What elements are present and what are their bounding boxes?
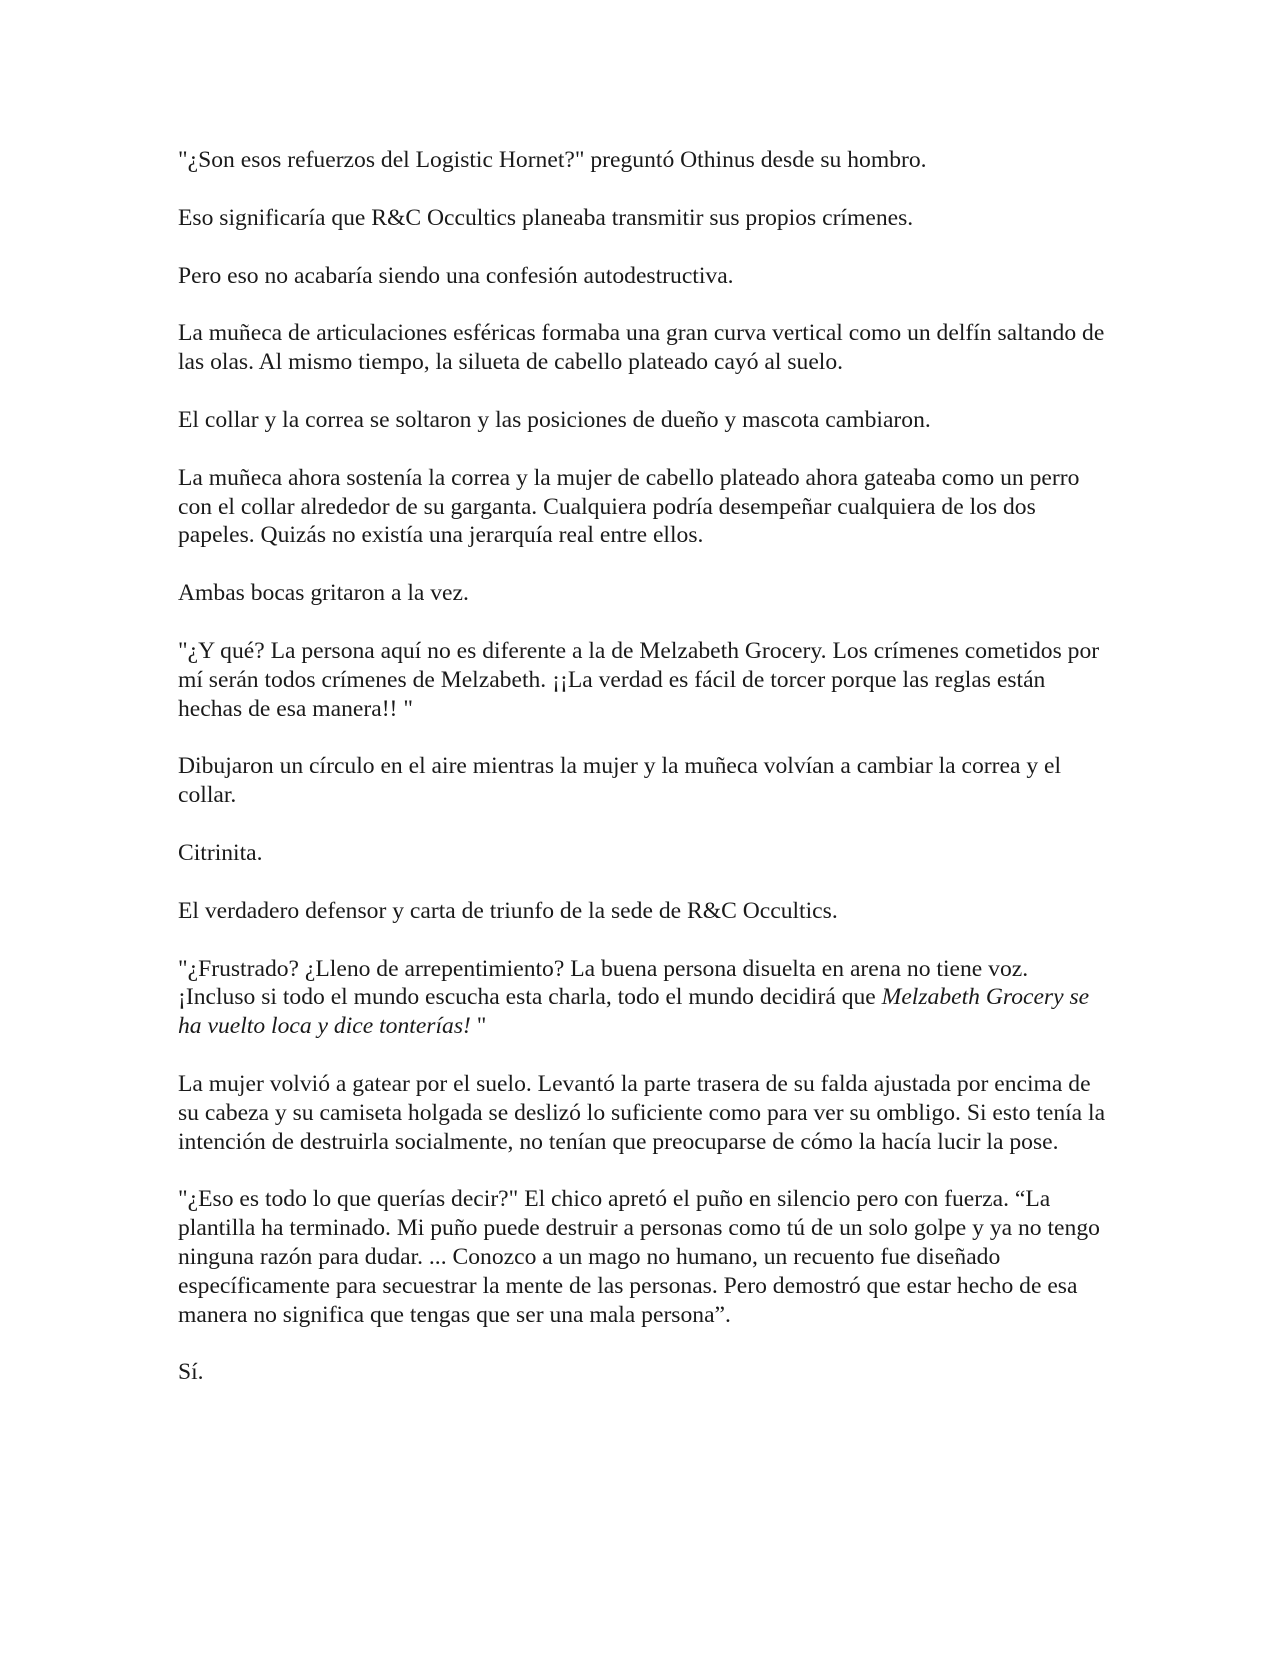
paragraph: El verdadero defensor y carta de triunfo de la sede de R&C Occultics. [178, 897, 838, 924]
paragraph: El collar y la correa se soltaron y las posiciones de dueño y mascota cambiaron. [178, 406, 931, 433]
paragraph: La mujer volvió a gatear por el suelo. Levantó la parte trasera de su falda ajustada por encima de su cabeza y su camiseta holgada se deslizó lo suficiente como para ver su ombligo. Si esto tenía la intención de destruirla socialmente, no tenían que preocuparse de cómo la hacía lucir la pose. [178, 1070, 1106, 1155]
paragraph: "¿Son esos refuerzos del Logistic Hornet?" preguntó Othinus desde su hombro. [178, 147, 927, 173]
paragraph: "¿Eso es todo lo que querías decir?" El chico apretó el puño en silencio pero con fuerza. “La plantilla ha terminado. Mi puño puede destruir a personas como tú de un solo golpe y ya no tengo ninguna razón para dudar. ... Conozco a un mago no humano, un recuento fue diseñado específicamente para secuestrar la mente de las personas. Pero demostró que estar hecho de esa manera no significa que tengas que ser una mala persona”. [178, 1186, 1100, 1328]
quote-italic: Melzabeth Grocery se ha vuelto loca y dice tonterías! [178, 984, 1090, 1040]
paragraph: Eso significaría que R&C Occultics planeaba transmitir sus propios crímenes. [178, 204, 914, 231]
paragraph-frustrado [178, 955, 1108, 1041]
paragraph: Dibujaron un círculo en el aire mientras la mujer y la muñeca volvían a cambiar la correa y el collar. [178, 753, 1062, 809]
quote-start: "¿Frustrado? ¿Lleno de arrepentimiento? La buena persona disuelta en arena no tiene voz. ¡Incluso si todo el mundo escucha esta charla, todo el mundo decidirá que [178, 955, 1029, 1011]
paragraph: Ambas bocas gritaron a la vez. [178, 580, 469, 607]
quote-end: " [470, 1013, 487, 1040]
paragraph: La muñeca de articulaciones esféricas formaba una gran curva vertical como un delfín saltando de las olas. Al mismo tiempo, la silueta de cabello plateado cayó al suelo. [178, 320, 1105, 376]
paragraph: "¿Y qué? La persona aquí no es diferente a la de Melzabeth Grocery. Los crímenes cometidos por mí serán todos crímenes de Melzabeth. ¡¡La verdad es fácil de torcer porque las reglas están hechas de esa manera!! " [178, 637, 1100, 722]
paragraph: Sí. [178, 1359, 204, 1386]
paragraph: Citrinita. [178, 839, 263, 866]
paragraph: La muñeca ahora sostenía la correa y la mujer de cabello plateado ahora gateaba como un perro con el collar alrededor de su garganta. Cualquiera podría desempeñar cualquiera de los dos papeles. Quizás no existía una jerarquía real entre ellos. [178, 464, 1080, 549]
document-body [178, 146, 1108, 1387]
paragraph: Pero eso no acabaría siendo una confesión autodestructiva. [178, 262, 734, 289]
